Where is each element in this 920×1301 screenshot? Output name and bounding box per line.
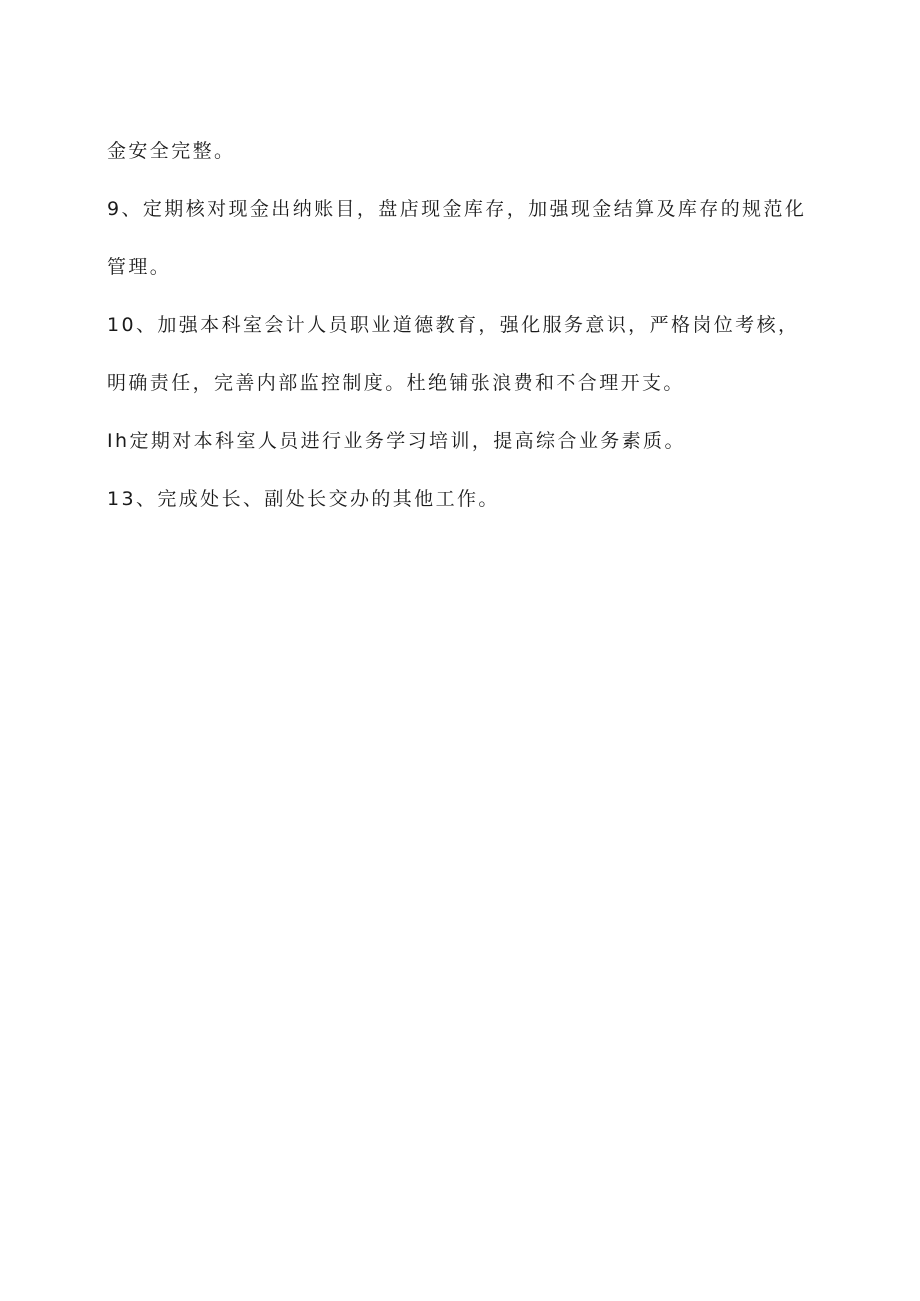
paragraph-continuation: 金安全完整。 — [107, 140, 236, 162]
document-body — [107, 122, 819, 528]
paragraph-item-13: 13、完成处长、副处长交办的其他工作。 — [107, 488, 500, 510]
paragraph-item-9: 9、定期核对现金出纳账目，盘店现金库存，加强现金结算及库存的规范化管理。 — [107, 198, 807, 278]
paragraph-item-11: Ih定期对本科室人员进行业务学习培训，提高综合业务素质。 — [107, 430, 686, 452]
paragraph-item-10: 10、加强本科室会计人员职业道德教育，强化服务意识，严格岗位考核，明确责任，完善内部监控制度。杜绝铺张浪费和不合理开支。 — [107, 314, 800, 394]
